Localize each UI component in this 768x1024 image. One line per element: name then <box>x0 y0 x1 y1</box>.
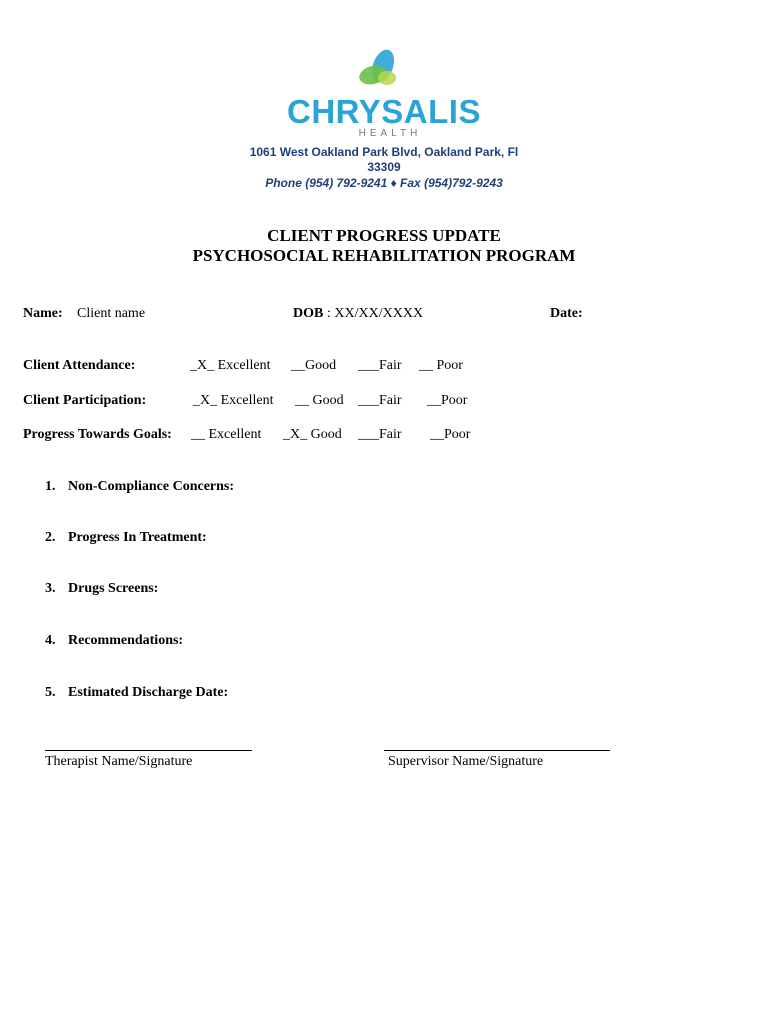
participation-label: Client Participation: <box>23 393 147 408</box>
section-1-number: 1. <box>45 479 56 494</box>
goals-fair: ___Fair <box>358 427 402 442</box>
participation-excellent: _X_ Excellent <box>193 393 274 408</box>
participation-good: __ Good <box>295 393 344 408</box>
section-3-label: Drugs Screens: <box>68 581 159 596</box>
therapist-signature-label: Therapist Name/Signature <box>45 754 193 769</box>
date-label: Date: <box>550 306 583 321</box>
section-1-label: Non-Compliance Concerns: <box>68 479 235 494</box>
attendance-excellent: _X_ Excellent <box>190 358 271 373</box>
form-title: CLIENT PROGRESS UPDATE <box>267 226 501 245</box>
phone-fax-line: Phone (954) 792-9241 ♦ Fax (954)792-9243 <box>265 176 503 190</box>
butterfly-icon <box>350 48 410 94</box>
dob-label: DOB <box>293 306 324 321</box>
goals-excellent: __ Excellent <box>191 427 262 442</box>
brand-name: CHRYSALIS <box>287 93 481 130</box>
dob-value: : XX/XX/XXXX <box>327 306 424 321</box>
section-4-number: 4. <box>45 633 56 648</box>
section-2-label: Progress In Treatment: <box>68 530 207 545</box>
goals-label: Progress Towards Goals: <box>23 427 172 442</box>
form-subtitle: PSYCHOSOCIAL REHABILITATION PROGRAM <box>192 246 576 265</box>
name-label: Name: <box>23 306 63 321</box>
attendance-label: Client Attendance: <box>23 358 136 373</box>
therapist-signature-line[interactable] <box>45 750 252 751</box>
supervisor-signature-line[interactable] <box>384 750 610 751</box>
participation-poor: __Poor <box>427 393 468 408</box>
section-5-label: Estimated Discharge Date: <box>68 685 229 700</box>
supervisor-signature-label: Supervisor Name/Signature <box>388 754 544 769</box>
section-2-number: 2. <box>45 530 56 545</box>
attendance-poor: __ Poor <box>419 358 463 373</box>
section-5-number: 5. <box>45 685 56 700</box>
address-line-1: 1061 West Oakland Park Blvd, Oakland Park, Fl <box>249 145 519 159</box>
attendance-good: __Good <box>291 358 337 373</box>
goals-poor: __Poor <box>430 427 471 442</box>
section-4-label: Recommendations: <box>68 633 184 648</box>
address-line-2: 33309 <box>367 160 401 174</box>
attendance-fair: ___Fair <box>358 358 402 373</box>
goals-good: _X_ Good <box>283 427 342 442</box>
name-value: Client name <box>77 306 146 321</box>
brand-subtitle: HEALTH <box>358 128 422 139</box>
section-3-number: 3. <box>45 581 56 596</box>
participation-fair: ___Fair <box>358 393 402 408</box>
